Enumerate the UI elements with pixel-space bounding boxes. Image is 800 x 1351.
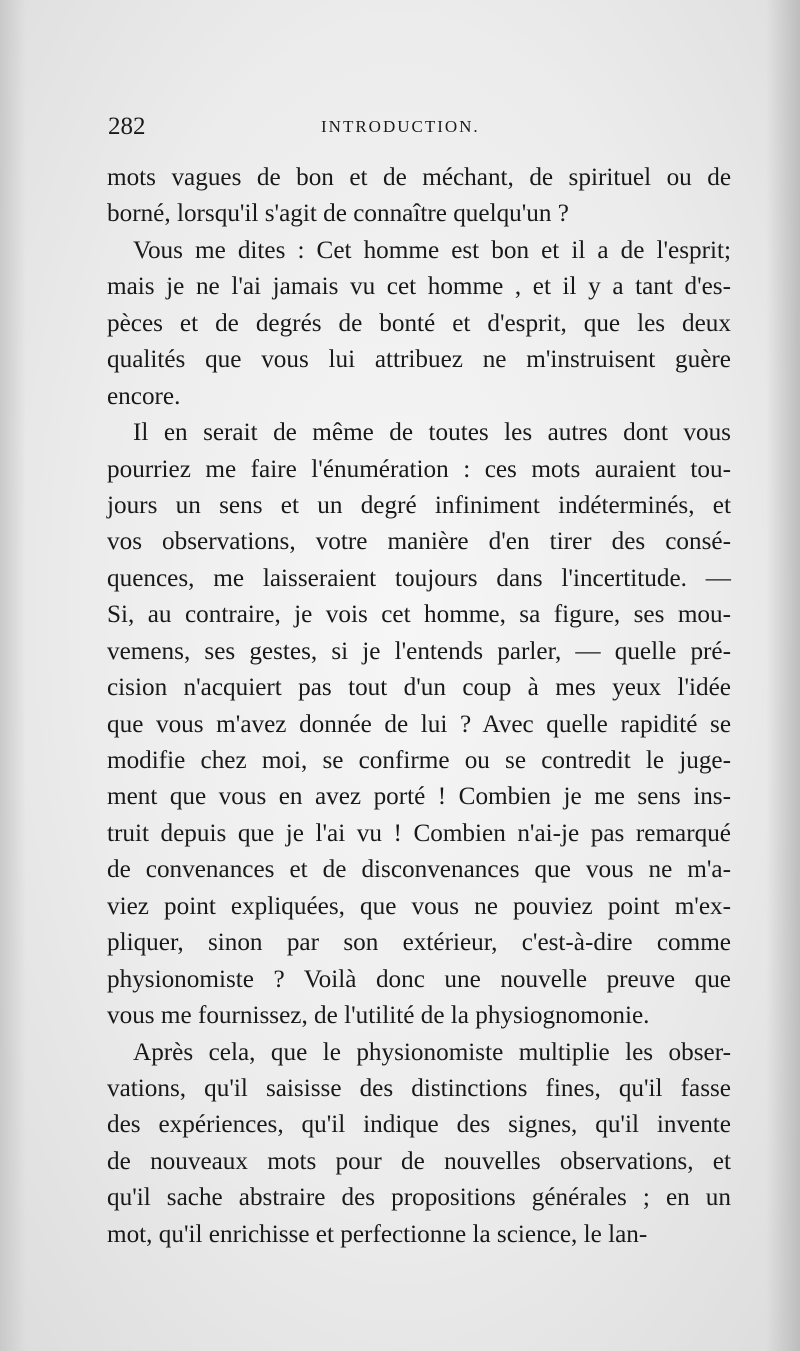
page-edge-right (766, 0, 800, 1351)
paragraph (107, 415, 731, 1034)
text-line: modifie chez moi, se confirme ou se contredit le juge- (107, 747, 731, 774)
text-line: mots vagues de bon et de méchant, de spirituel ou de (107, 164, 731, 191)
text-line: borné, lorsqu'il s'agit de connaître quelqu'un ? (107, 200, 569, 228)
text-line: pèces et de degrés de bonté et d'esprit, que les deux (107, 309, 731, 337)
text-line: Après cela, que le physionomiste multiplie les obser- (133, 1038, 731, 1066)
text-line: vous me fournissez, de l'utilité de la physiognomonie. (107, 1002, 650, 1030)
text-line: Vous me dites : Cet homme est bon et il a de l'esprit; (133, 236, 731, 264)
text-line: que vous m'avez donnée de lui ? Avec quelle rapidité se (107, 710, 731, 738)
text-line: viez point expliquées, que vous ne pouviez point m'ex- (107, 892, 731, 920)
paragraph (107, 233, 731, 415)
text-line: Il en serait de même de toutes les autres dont vous (133, 419, 731, 447)
paragraph (107, 160, 731, 233)
text-line: Si, au contraire, je vois cet homme, sa figure, ses mou- (107, 601, 731, 629)
text-line: qu'il sache abstraire des propositions générales ; en un (107, 1184, 731, 1212)
text-line: vemens, ses gestes, si je l'entends parler, — quelle pré- (107, 637, 731, 665)
text-line: quences, me laisseraient toujours dans l'incertitude. — (107, 564, 731, 592)
text-line: jours un sens et un degré infiniment indéterminés, et (107, 491, 731, 519)
text-line: encore. (107, 382, 181, 410)
page-edge-left (0, 0, 26, 1351)
text-line: de nouveaux mots pour de nouvelles observations, et (107, 1147, 731, 1175)
text-line: qualités que vous lui attribuez ne m'instruisent guère (107, 346, 731, 374)
text-line: mais je ne l'ai jamais vu cet homme , et il y a tant d'es- (107, 273, 731, 301)
text-line: de convenances et de disconvenances que vous ne m'a- (107, 856, 731, 884)
running-head-title: INTRODUCTION. (321, 117, 480, 136)
text-line: cision n'acquiert pas tout d'un coup à mes yeux l'idée (107, 674, 731, 702)
text-line: pourriez me faire l'énumération : ces mots auraient tou- (107, 455, 731, 483)
paragraph (107, 1035, 731, 1254)
text-line: truit depuis que je l'ai vu ! Combien n'ai-je pas remarqué (107, 819, 731, 847)
text-line: ment que vous en avez porté ! Combien je me sens ins- (107, 783, 731, 811)
body-text (107, 160, 731, 1253)
page-number: 282 (108, 113, 146, 140)
running-head (108, 113, 728, 143)
text-line: mot, qu'il enrichisse et perfectionne la science, le lan- (107, 1220, 648, 1248)
text-line: physionomiste ? Voilà donc une nouvelle preuve que (107, 965, 731, 993)
text-line: des expériences, qu'il indique des signes, qu'il invente (107, 1111, 731, 1139)
text-line: pliquer, sinon par son extérieur, c'est-à-dire comme (107, 929, 731, 957)
text-line: vos observations, votre manière d'en tirer des consé- (107, 528, 731, 556)
text-line: vations, qu'il saisisse des distinctions fines, qu'il fasse (107, 1074, 731, 1102)
